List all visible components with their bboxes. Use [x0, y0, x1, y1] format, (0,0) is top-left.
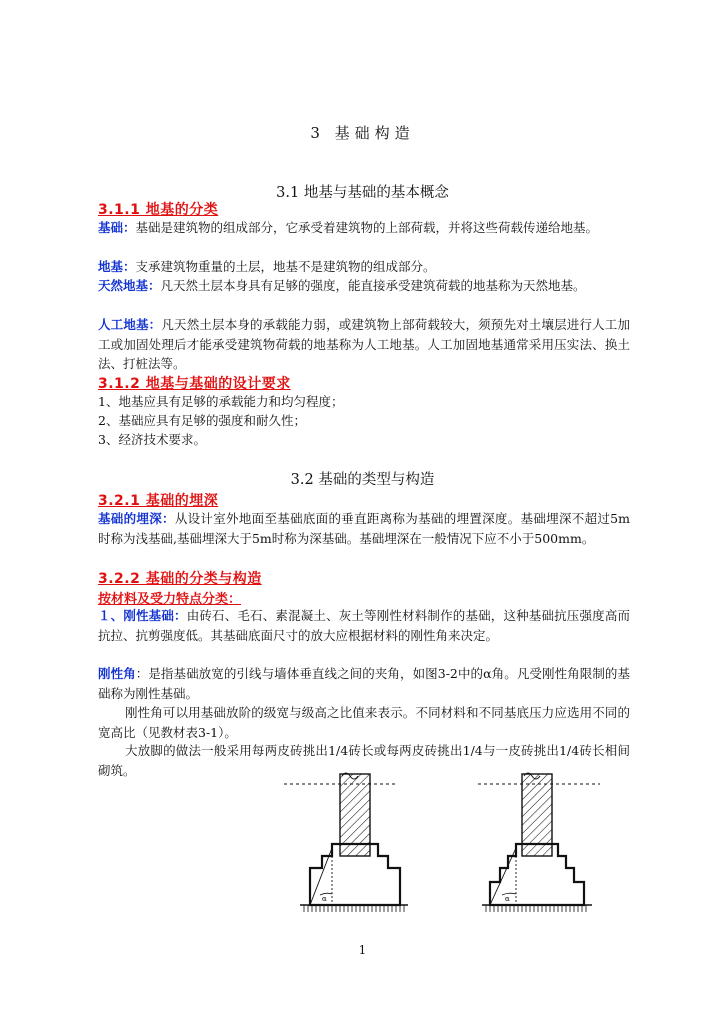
rigid-angle-line-right [490, 848, 516, 905]
foundation-diagram [282, 768, 627, 933]
term-subgrade: 地基： [98, 259, 136, 274]
section-title-3-1: 3.1 地基与基础的基本概念 [276, 185, 449, 201]
term-natural-subgrade: 天然地基： [98, 278, 161, 293]
paragraph-rigid-angle [98, 664, 630, 703]
angle-label-left: α [322, 895, 327, 903]
text-artificial-subgrade: 凡天然土层本身的承载能力弱，或建筑物上部荷载较大，须预先对土壤层进行人工加工或加固处理后才能承受建筑物荷载的地基称为人工地基。人工加固地基通常采用压实法、换土法、打桩法等。 [98, 317, 630, 371]
design-requirement-2: 2、基础应具有足够的强度和耐久性； [98, 413, 306, 428]
paragraph-foundation-definition [98, 218, 630, 238]
paragraph-width-height-ratio: 刚性角可以用基础放阶的级宽与级高之比值来表示。不同材料和不同基底压力应选用不同的宽高比（见教材表3-1）。 [98, 705, 630, 740]
term-rigid-foundation: １、刚性基础： [98, 608, 187, 623]
paragraph-burial-depth [98, 509, 630, 548]
term-artificial-subgrade: 人工地基： [98, 317, 162, 332]
heading-3-2-2: 3.2.2 基础的分类与构造 [98, 571, 262, 587]
text-rigid-angle: ：是指基础放宽的引线与墙体垂直线之间的夹角，如图3-2中的α角。凡受刚性角限制的基础称为刚性基础。 [98, 666, 630, 701]
term-foundation: 基础： [98, 220, 136, 235]
term-burial-depth: 基础的埋深： [98, 511, 175, 526]
text-burial-depth: 从设计室外地面至基础底面的垂直距离称为基础的埋置深度。基础埋深不超过5m时称为浅基础,基础埋深大于5m时称为深基础。基础埋深在一般情况下应不小于500mm。 [98, 511, 630, 546]
paragraph-rigid-foundation [98, 606, 630, 645]
design-requirement-3: 3、经济技术要求。 [98, 432, 206, 447]
paragraph-footing-method: 大放脚的做法一般采用每两皮砖挑出1/4砖长或每两皮砖挑出1/4与一皮砖挑出1/4砖长相间砌筑。 [98, 743, 630, 778]
chapter-title: 3 基础构造 [310, 124, 415, 142]
heading-3-2-1: 3.2.1 基础的埋深 [98, 493, 219, 509]
term-rigid-angle: 刚性角 [98, 666, 136, 681]
text-natural-subgrade: 凡天然土层本身具有足够的强度，能直接承受建筑荷载的地基称为天然地基。 [160, 278, 586, 293]
paragraph-artificial-subgrade [98, 315, 630, 374]
design-requirement-1: 1、地基应具有足够的承载能力和均匀程度； [98, 394, 344, 409]
section-title-3-2: 3.2 基础的类型与构造 [290, 472, 435, 488]
text-subgrade: 支承建筑物重量的土层，地基不是建筑物的组成部分。 [135, 259, 436, 274]
text-rigid-foundation: 由砖石、毛石、素混凝土、灰土等刚性材料制作的基础，这种基础抗压强度高而抗拉、抗剪强度低。其基础底面尺寸的放大应根据材料的刚性角来决定。 [98, 608, 630, 643]
page-number: 1 [358, 943, 367, 957]
angle-label-right: α [505, 895, 510, 903]
paragraph-natural-subgrade [98, 276, 630, 296]
stepped-footing-left [300, 773, 408, 912]
heading-3-1-1: 3.1.1 地基的分类 [98, 202, 219, 218]
heading-3-1-2: 3.1.2 地基与基础的设计要求 [98, 376, 291, 392]
text-foundation: 基础是建筑物的组成部分，它承受着建筑物的上部荷载，并将这些荷载传递给地基。 [135, 220, 599, 235]
subheading-classification: 按材料及受力特点分类： [98, 592, 242, 607]
paragraph-subgrade-definition [98, 257, 630, 277]
stepped-footing-right [482, 773, 592, 912]
